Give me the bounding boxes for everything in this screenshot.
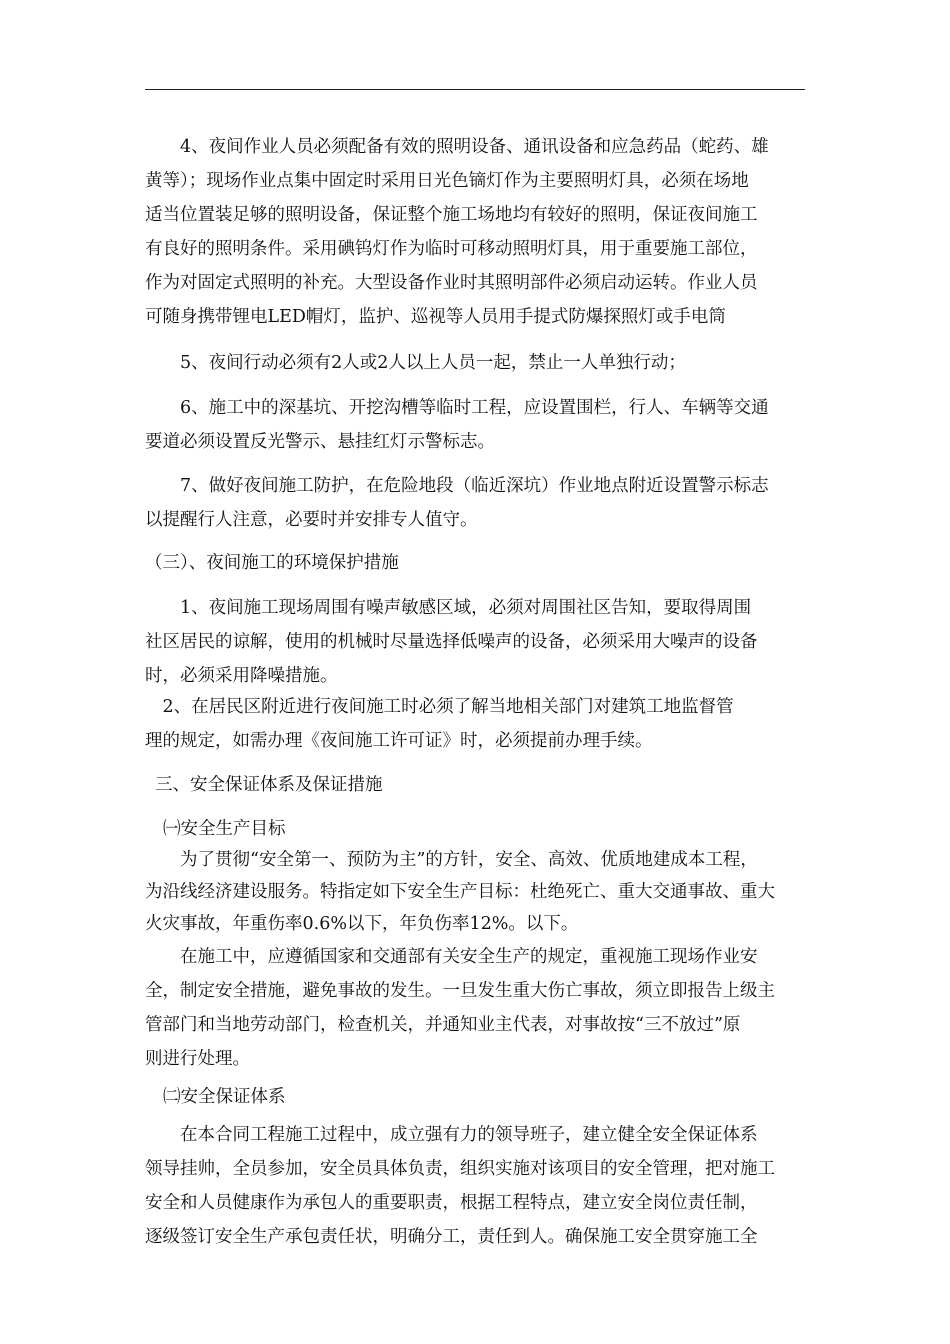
text-line: 可随身携带锂电LED帽灯，监护、巡视等人员用手提式防爆探照灯或手电筒 bbox=[145, 307, 726, 327]
header-rule bbox=[145, 89, 805, 90]
text-line: 黄等）；现场作业点集中固定时采用日光色镝灯作为主要照明灯具，必须在场地 bbox=[145, 171, 749, 191]
text-line: 逐级签订安全生产承包责任状，明确分工，责任到人。确保施工安全贯穿施工全 bbox=[145, 1227, 758, 1247]
text-line: 领导挂帅，全员参加，安全员具体负责，组织实施对该项目的安全管理，把对施工 bbox=[145, 1159, 775, 1179]
subsection-2-paragraph-1 bbox=[145, 1118, 810, 1254]
text-line: 在施工中，应遵循国家和交通部有关安全生产的规定，重视施工现场作业安 bbox=[145, 947, 758, 967]
text-line: 安全和人员健康作为承包人的重要职责，根据工程特点，建立安全岗位责任制， bbox=[145, 1193, 758, 1213]
heading-text: ㈡安全保证体系 bbox=[163, 1087, 286, 1107]
text-line: 1、夜间施工现场周围有噪声敏感区域，必须对周围社区告知，要取得周围 bbox=[145, 598, 752, 618]
text-line: 5、夜间行动必须有2人或2人以上人员一起，禁止一人单独行动； bbox=[145, 353, 686, 373]
paragraph-6 bbox=[145, 391, 810, 459]
text-line: 为了贯彻“安全第一、预防为主”的方针，安全、高效、优质地建成本工程， bbox=[145, 850, 758, 870]
text-line: 则进行处理。 bbox=[145, 1049, 250, 1069]
text-line: 6、施工中的深基坑、开挖沟槽等临时工程，应设置围栏，行人、车辆等交通 bbox=[145, 398, 769, 418]
text-line: 理的规定，如需办理《夜间施工许可证》时，必须提前办理手续。 bbox=[145, 731, 653, 751]
text-line: 时，必须采用降噪措施。 bbox=[145, 666, 338, 686]
text-line: 有良好的照明条件。采用碘钨灯作为临时可移动照明灯具，用于重要施工部位， bbox=[145, 239, 758, 259]
text-line: 管部门和当地劳动部门，检查机关，并通知业主代表，对事故按“三不放过”原 bbox=[145, 1015, 741, 1035]
text-line: 全，制定安全措施，避免事故的发生。一旦发生重大伤亡事故，须立即报告上级主 bbox=[145, 981, 775, 1001]
env-paragraph-1 bbox=[145, 591, 810, 693]
heading-text: （三）、夜间施工的环境保护措施 bbox=[145, 553, 399, 573]
chapter-heading bbox=[145, 768, 810, 802]
paragraph-5 bbox=[145, 346, 810, 380]
env-paragraph-2 bbox=[145, 690, 810, 758]
text-line: 以提醒行人注意，必要时并安排专人值守。 bbox=[145, 510, 478, 530]
text-line: 在本合同工程施工过程中，成立强有力的领导班子，建立健全安全保证体系 bbox=[145, 1125, 758, 1145]
text-line: 作为对固定式照明的补充。大型设备作业时其照明部件必须启动运转。作业人员 bbox=[145, 273, 758, 293]
heading-text: 三、安全保证体系及保证措施 bbox=[155, 775, 383, 795]
subsection-1-paragraph-1 bbox=[145, 844, 810, 940]
heading-text: ㈠安全生产目标 bbox=[163, 819, 286, 839]
text-line: 4、夜间作业人员必须配备有效的照明设备、通讯设备和应急药品（蛇药、雄 bbox=[145, 137, 769, 157]
subsection-1-paragraph-2 bbox=[145, 940, 810, 1076]
subsection-1-title bbox=[145, 812, 810, 846]
text-line: 2、在居民区附近进行夜间施工时必须了解当地相关部门对建筑工地监督管 bbox=[145, 697, 734, 717]
text-line: 火灾事故，年重伤率0.6%以下，年负伤率12%。以下。 bbox=[145, 914, 579, 934]
text-line: 7、做好夜间施工防护，在危险地段（临近深坑）作业地点附近设置警示标志 bbox=[145, 476, 769, 496]
subsection-2-title bbox=[145, 1080, 810, 1114]
paragraph-7 bbox=[145, 469, 810, 537]
text-line: 为沿线经济建设服务。特指定如下安全生产目标：杜绝死亡、重大交通事故、重大 bbox=[145, 882, 775, 902]
text-line: 社区居民的谅解，使用的机械时尽量选择低噪声的设备，必须采用大噪声的设备 bbox=[145, 632, 758, 652]
text-line: 要道必须设置反光警示、悬挂红灯示警标志。 bbox=[145, 432, 495, 452]
paragraph-4 bbox=[145, 130, 810, 334]
section-heading-3 bbox=[145, 546, 810, 580]
text-line: 适当位置装足够的照明设备，保证整个施工场地均有较好的照明，保证夜间施工 bbox=[145, 205, 758, 225]
